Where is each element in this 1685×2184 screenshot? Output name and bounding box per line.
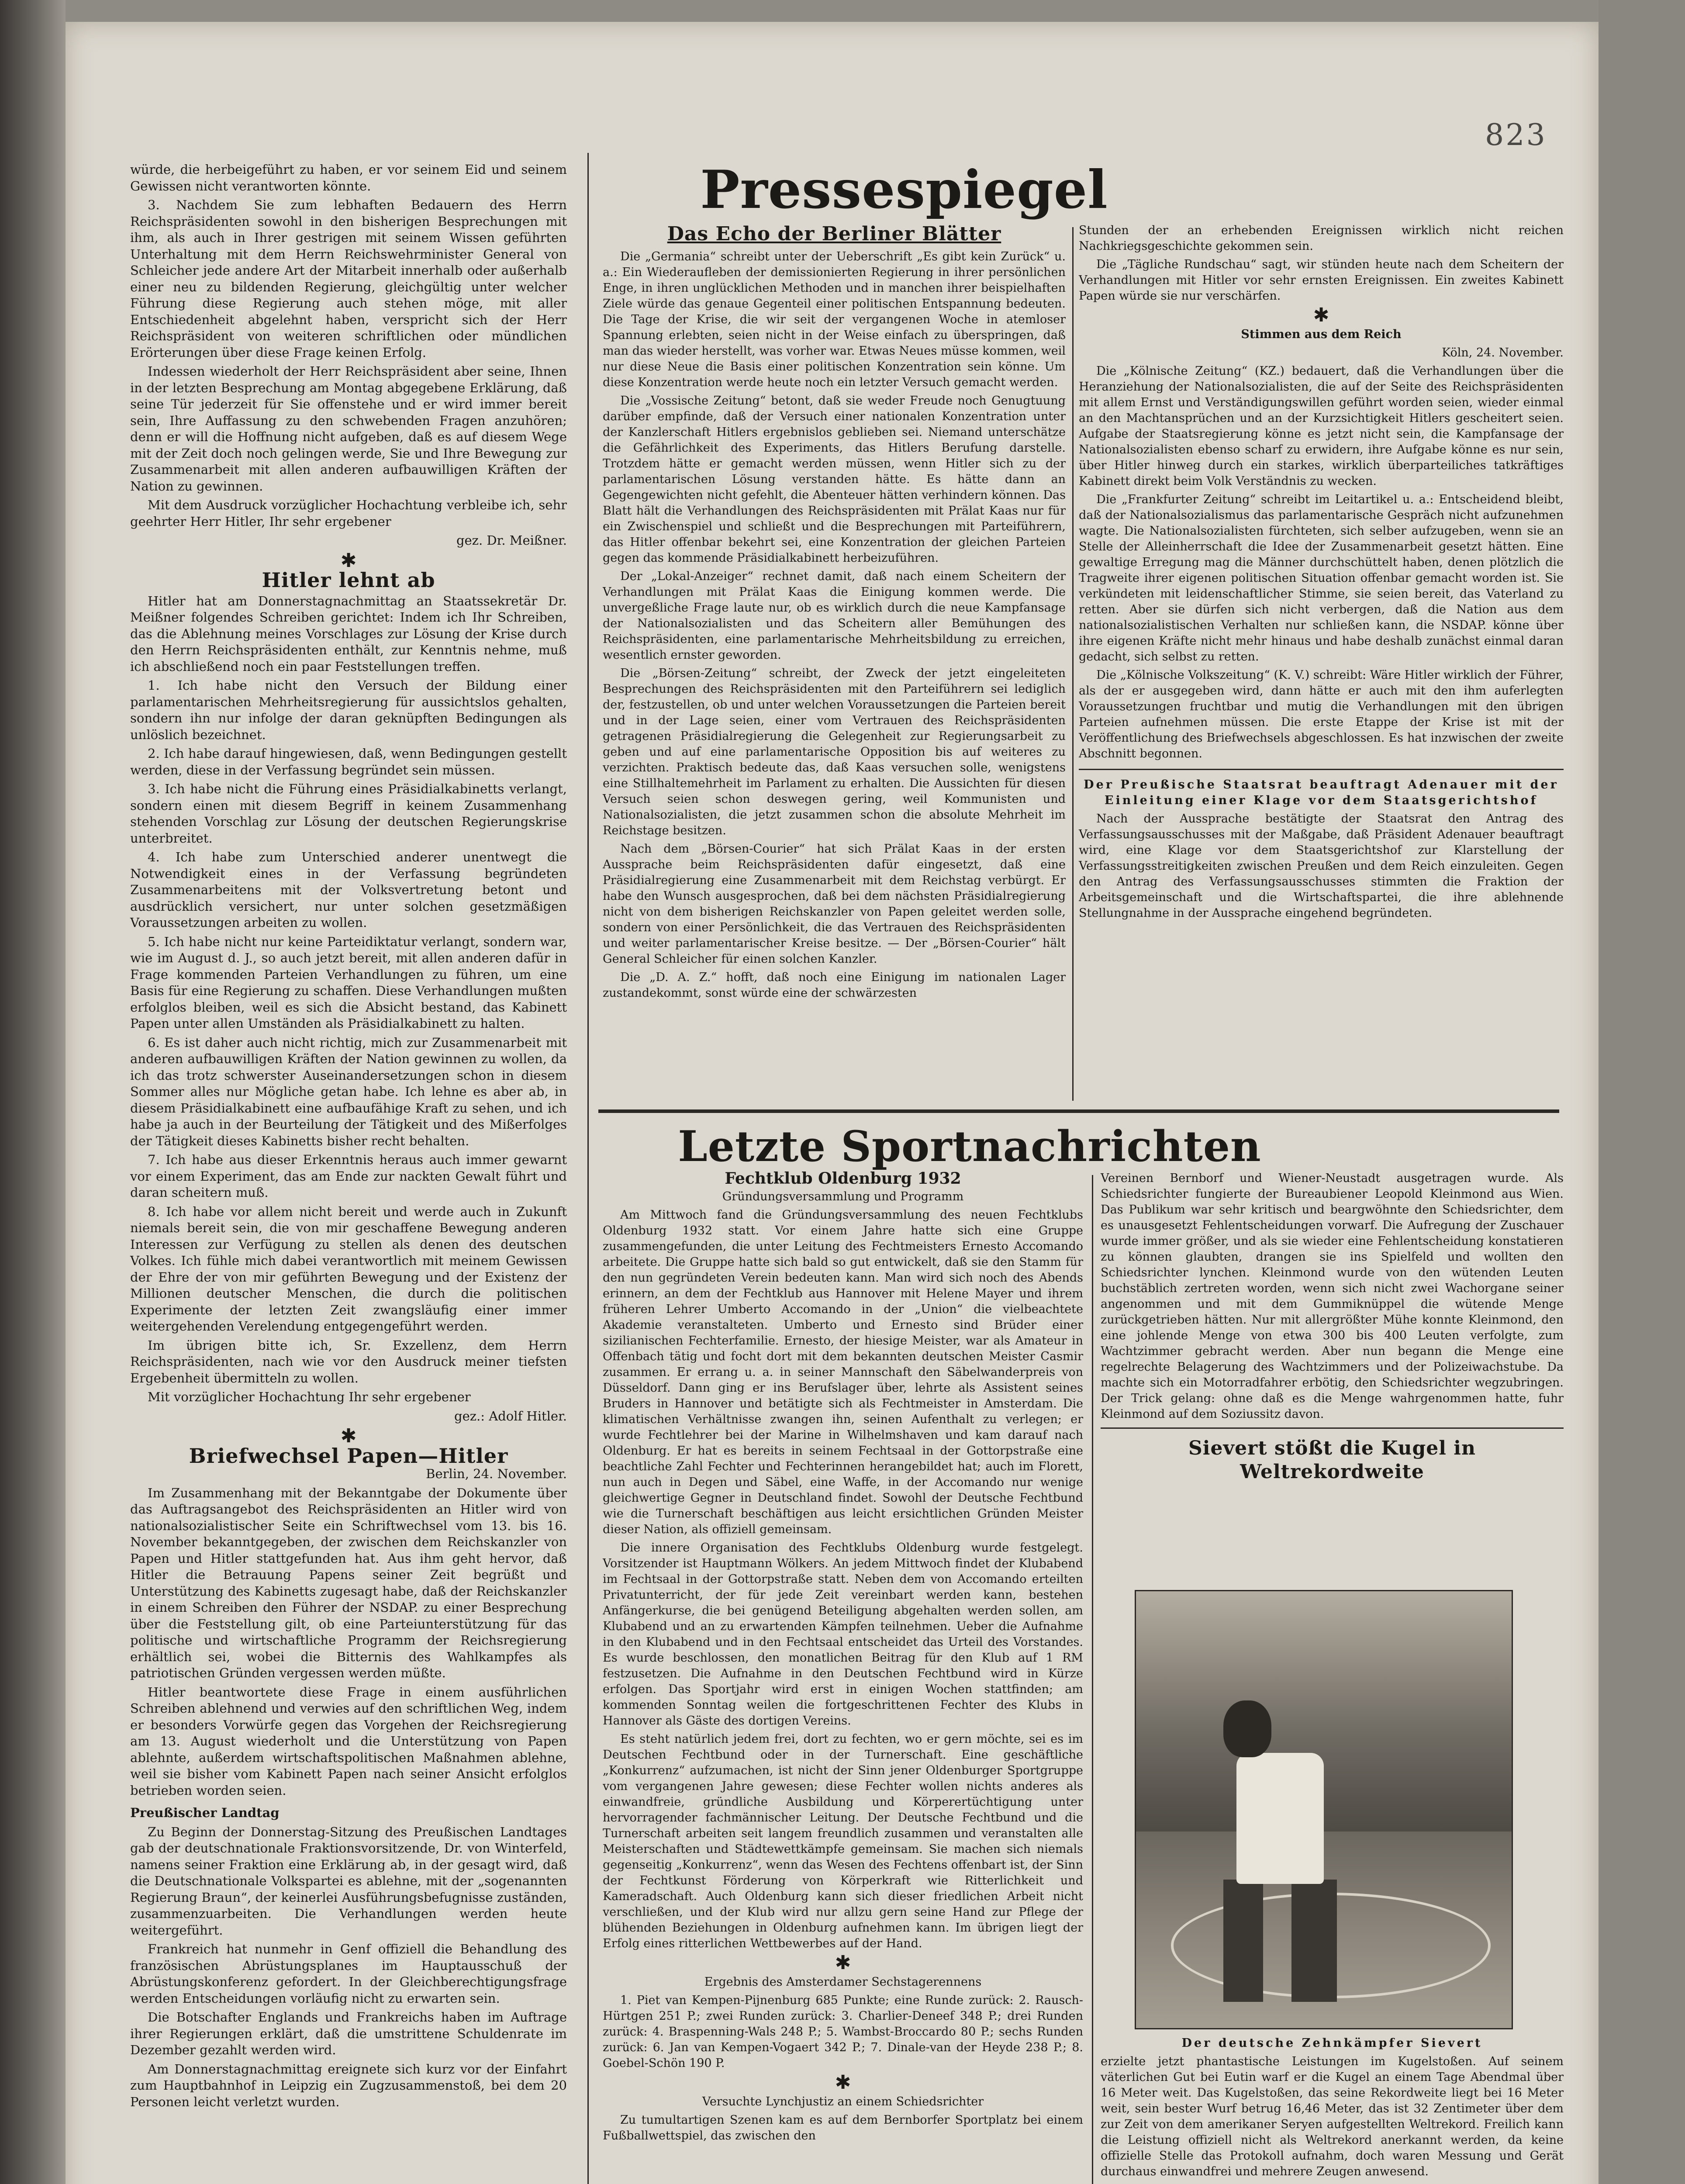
fecht-para-1: Am Mittwoch fand die Gründungsversammlung des neuen Fechtklubs Oldenburg 1932 statt. Vor einem Jahre hatte sich eine Gruppe zusammengefunden, die unter Leitung des Fechtmeisters Ernesto Accomando arbeitete. Die Gruppe hatte sich bald so gut entwickelt, daß sie den Stamm für den nun gegründeten Verein bedeuten kann. Man wird sich noch des Abends erinnern, an dem der Fechtklub aus Hannover mit Helene Mayer und ihrem früheren Lehrer Umberto Accomando in der „Union“ die vielbeachtete Akademie veranstalteten. Umberto und Ernesto sind Brüder einer sizilianischen Fechterfamilie. Ernesto, der hiesige Meister, war als Amateur in Offenbach tätig und focht dort mit dem bekannten deutschen Meister Casmir zusammen. Er errang u. a. in seiner Mannschaft den Säbelwanderpreis von Düsseldorf. Dann ging er ins Berufslager über, lehrte als Assistent seines Bruders in Hannover und betätigte sich als Fechtmeister in Amsterdam. Die klimatischen Verhältnisse zwangen ihn, seinen Aufenthalt zu verlegen; er wurde Fechtlehrer bei der Marine in Wilhelmshaven und kam darauf nach Oldenburg. Er hat es bereits in seinem Fechtsaal in der Gottorpstraße eine beachtliche Zahl Fechter und Fechterinnen herangebildet hat; auch im Florett, nun auch in Degen und Säbel, eine Waffe, in der Accomando nur wenige gleichwertige Gegner in Deutschland findet. Sowohl der Deutsche Fechtbund wie die Turnerschaft beschäftigen aus leicht ersichtlichen Gründen Meister dieser Nation, als offiziell gemeinsam. <box>603 1208 1083 1536</box>
separator-star: ✱ <box>340 549 357 572</box>
hitler-para-7: 6. Es ist daher auch nicht richtig, mich zur Zusammenarbeit mit anderen aufbauwilligen Kräften der Nation gewinnen zu wollen, da ich das trotz schwerster Auseinandersetzungen schon in diesem Sommer alles nur Mögliche getan habe. Ich lehne es aber ab, in diesem Präsidialkabinett eine aufbaufähige Kraft zu sehen, und ich habe ja auch in der Beurteilung der Tätigkeit und des Mißerfolges der Tätigkeit dieses Kabinetts bisher recht behalten. <box>130 1035 567 1148</box>
section-rule-thick <box>598 1109 1559 1113</box>
caption-text: erzielte jetzt phantastische Leistungen im Kugelstoßen. Auf seinem väterlichen Gut bei Eutin warf er die Kugel an einem Tage Abendmal über 16 Meter weit. Das Kugelstoßen, das seine Rekordweite liegt bei 16 Meter weit, sein bester Wurf betrug 16,46 Meter, das ist 32 Zentimeter über dem zur Zeit von dem amerikaner Seryen aufgestellten Weltrekord. Freilich kann die Leistung offiziell nicht als Weltrekord anerkannt werden, da keine offizielle Stelle das Protokoll aufnahm, doch waren Messung und Gerät durchaus einwandfrei und mehrere Zeugen anwesend. <box>1101 2055 1564 2178</box>
photo-background-trees <box>1136 1591 1512 1832</box>
hitler-para-4: 3. Ich habe nicht die Führung eines Präsidialkabinetts verlangt, sondern einen mit diesem Begriff in keinem Zusammenhang stehenden Vorschlag zur Lösung der deutschen Regierungskrise unterbreitet. <box>130 781 567 846</box>
lynch-para: Zu tumultartigen Szenen kam es auf dem Bernborfer Sportplatz bei einem Fußballwettspiel, das zwischen den <box>603 2113 1083 2143</box>
fecht-para-3: Es steht natürlich jedem frei, dort zu fechten, wo er gern möchte, sei es im Deutschen Fechtbund oder in der Turnerschaft. Eine geschäftliche „Konkurrenz“ aufzumachen, ist nicht der Sinn jener Oldenburger Sportgruppe vom vergangenen Jahre gewesen; diese Fechter wollen nichts anderes als einwandfreie, gründliche Ausbildung und Körperertüchtigung unter hervorragender fachmännischer Leitung. Der Deutsche Fechtbund und die Turnerschaft arbeiten seit langem freundlich zusammen und veranstalten alle Meisterschaften und Städtewettkämpfe gemeinsam. Sie machen sich niemals gegenseitig „Konkurrenz“, wenn das Wesen des Fechtens offenbart ist, der Sinn der Fechtkunst Förderung von Körperkraft wie Ritterlichkeit und Kameradschaft. Auch Oldenburg kann sich dieser friedlichen Arbeit nicht verschließen, und der Klub wird nur allzu gern seine Hand zur Pflege der blühenden Beziehungen in Oldenburg aufnehmen kann. Im übrigen liegt der Erfolg eines ritterlichen Wettbewerbes auf der Hand. <box>603 1732 1083 1950</box>
presse-koelnische-zeitung: Die „Kölnische Zeitung“ (KZ.) bedauert, daß die Verhandlungen über die Heranziehung der Nationalsozialisten, die auf der Seite des Reichspräsidenten mit allem Ernst und Verständigungswillen geführt worden seien, wieder einmal an den Machtansprüchen und an der Kurzsichtigkeit Hitlers gescheitert seien. Aufgabe der Staatsregierung könne es jetzt nicht sein, die Kampfansage der Nationalsozialisten ebenso scharf zu erwidern, ihre Aufgabe könne es nur sein, über Hitler hinweg durch ein starkes, wirklich überparteiliches tatkräftiges Kabinett direkt beim Volk Verständnis zu wecken. <box>1079 364 1564 488</box>
separator-star: ✱ <box>835 2071 851 2094</box>
sport-title: Letzte Sportnachrichten <box>678 1122 1261 1171</box>
binding-fold <box>0 0 66 2184</box>
brief-dateline: Berlin, 24. November. <box>426 1466 567 1481</box>
presse-daz: Die „D. A. Z.“ hofft, daß noch eine Einigung im nationalen Lager zustandekommt, sonst würde eine der schwärzesten <box>603 971 1066 1000</box>
sport-column-1 <box>603 1171 1083 2146</box>
adenauer-heading: Der Preußische Staatsrat beauftragt Adenauer mit der Einleitung einer Klage vor dem Staatsgerichtshof <box>1084 778 1559 807</box>
hitler-para-6: 5. Ich habe nicht nur keine Parteidiktatur verlangt, sondern war, wie im August d. J., so auch jetzt bereit, mit allen anderen dafür in Frage kommenden Parteien Verhandlungen zu führen, um eine Basis für eine Regierung zu schaffen. Diese Verhandlungen mußten erfolglos bleiben, weil es sich die Absicht bestand, das Kabinett Papen unter allen Umständen als Präsidialkabinett zu halten. <box>130 934 567 1031</box>
hitler-para-11: Mit vorzüglicher Hochachtung Ihr sehr ergebener <box>148 1389 471 1404</box>
left-column <box>130 162 567 2113</box>
hitler-para-10: Im übrigen bitte ich, Sr. Exzellenz, dem Herrn Reichspräsidenten, nach wie vor den Ausdruck meiner tiefsten Ergebenheit übermitteln zu wollen. <box>130 1337 567 1386</box>
landtag-para-1: Zu Beginn der Donnerstag-Sitzung des Preußischen Landtages gab der deutschnationale Fraktionsvorsitzende, Dr. von Winterfeld, namens seiner Fraktion eine Erklärung ab, in der gesagt wird, daß die Deutschnationale Volkspartei es ablehne, mit der „sogenannten Regierung Braun“, der keinerlei Ausführungsbefugnisse zuständen, zusammenzuarbeiten. Die Verhandlungen werden heute weitergeführt. <box>130 1824 567 1938</box>
sievert-caption <box>1101 2035 1564 2184</box>
pressespiegel-subtitle: Das Echo der Berliner Blätter <box>667 223 1001 245</box>
photo-athlete-head <box>1223 1700 1271 1757</box>
presse-column-1 <box>603 249 1066 1004</box>
hitler-para-9: 8. Ich habe vor allem nicht bereit und werde auch in Zukunft niemals bereit sein, die von mir geschaffene Bewegung anderen Interessen zur Verfügung zu stellen als denen des deutschen Volkes. Ich fühle mich dabei verantwortlich mit meinem Gewissen der Ehre der von mir geführten Bewegung und der Existenz der Millionen deutscher Menschen, die durch die politischen Experimente der letzten Zeit zwangsläufig einer immer weitergehenden Verelendung entgegengeführt werden. <box>130 1204 567 1334</box>
column-divider <box>1072 227 1074 1101</box>
reich-heading: Stimmen aus dem Reich <box>1241 328 1402 341</box>
brief-para-1: Im Zusammenhang mit der Bekanntgabe der Dokumente über das Auftragsangebot des Reichspräsidenten an Hitler wird von nationalsozialistischer Seite ein Schriftwechsel vom 13. bis 16. November bekanntgegeben, der zwischen dem Reichskanzler von Papen und Hitler stattgefunden hat. Aus ihm geht hervor, daß Hitler die Betrauung Papens seiner Zeit begrüßt und Unterstützung des Kabinetts zugesagt habe, daß der Reichskanzler in einem Schreiben den Führer der NSDAP. zu einer Besprechung über die Feststellung gilt, ob eine Parteiunterstützung für das politische und wirtschaftliche Programm der Reichsregierung erhältlich sei, wobei die Bitternis des Wahlkampfes als patriotischen Gründen vergessen werden müßte. <box>130 1485 567 1680</box>
separator-star: ✱ <box>835 1952 851 1974</box>
fecht-heading: Fechtklub Oldenburg 1932 <box>725 1169 961 1188</box>
caption-heading: Der deutsche Zehnkämpfer Sievert <box>1181 2036 1483 2050</box>
presse-boersen-zeitung: Die „Börsen-Zeitung“ schreibt, der Zweck der jetzt eingeleiteten Besprechungen des Reichspräsidenten mit den Parteiführern sei lediglich der, festzustellen, ob und unter welchen Voraussetzungen die Parteien bereit und in der Lage seien, einer vom Vertrauen des Reichspräsidenten getragenen Präsidialregierung die Gelegenheit zur Regierungsarbeit zu geben und auf eine parlamentarische Opposition bis auf weiteres zu verzichten. Praktisch bedeute das, daß Kaas versuchen solle, wenigstens eine Stillhaltemehrheit im Parlament zu erhalten. Die Aussichten für diesen Versuch seien schon deswegen gering, weil Kommunisten und Nationalsozialisten, die jetzt zusammen schon die absolute Mehrheit im Reichstage besitzen. <box>603 667 1066 837</box>
reich-dateline: Köln, 24. November. <box>1442 346 1564 359</box>
brief-para-2: Hitler beantwortete diese Frage in einem ausführlichen Schreiben ablehnend und verwies auf den schriftlichen Weg, indem er besonders Vorwürfe gegen das Vorgehen der Reichsregierung am 13. August wiederholt und die Unterstützung von Papen ablehnte, außerdem wirtschaftspolitischen Maßnahmen ablehne, weil sie bisher vom Kabinett Papen nach seiner Ansicht erfolglos betrieben worden seien. <box>130 1684 567 1798</box>
presse-germania: Die „Germania“ schreibt unter der Ueberschrift „Es gibt kein Zurück“ u. a.: Ein Wiederaufleben der demissionierten Regierung in ihrer persönlichen Enge, in ihren unglücklichen Methoden und in manchen ihrer beispielhaften Ziele würde das genaue Gegenteil einer politischen Entspannung bedeuten. Die Tage der Krise, die wir seit der vergangenen Woche in atemloser Spannung erlebten, seien nicht in der Weise einfach zu überspringen, daß man das wieder herstellt, was vorher war. Etwas Neues müsse kommen, weil nur diese Neue die Basis einer politischen Konzentration sein könne. Um diese Konzentration werde heute noch ein letzter Versuch gemacht werden. <box>603 250 1066 389</box>
hitler-para-3: 2. Ich habe darauf hingewiesen, daß, wenn Bedingungen gestellt werden, diese in der Verfassung begründet sein müssen. <box>130 746 567 778</box>
landtag-para-4: Am Donnerstagnachmittag ereignete sich kurz vor der Einfahrt zum Hauptbahnhof in Leipzig ein Zugzusammenstoß, bei dem 20 Personen leicht verletzt wurden. <box>130 2061 567 2109</box>
intro-para-3: Indessen wiederholt der Herr Reichspräsident aber seine, Ihnen in der letzten Besprechung am Montag abgegebene Erklärung, daß seine Tür jederzeit für Sie offenstehe und er wird immer bereit sein, Ihre Auffassung zu den schwebenden Fragen anzuhören; denn er will die Hoffnung nicht aufgeben, daß es auf diesem Wege mit der Zeit doch noch gelingen werde, Sie und Ihre Bewegung zur Zusammenarbeit mit allen anderen aufbauwilligen Kräften der Nation zu gewinnen. <box>130 364 567 494</box>
presse-vossische: Die „Vossische Zeitung“ betont, daß sie weder Freude noch Genugtuung darüber empfinde, daß der Versuch einer nationalen Konzentration unter der Kanzlerschaft Hitlers ergebnislos geblieben sei. Niemand unterschätze die Gefährlichkeit des Experiments, das Hitlers Berufung darstelle. Trotzdem hätte er gemacht werden müssen, wenn Hitler sich zu der parlamentarischen Lösung verstanden hätte. Es hätte dann an Gegengewichten nicht gefehlt, die Abenteuer hätten verhindern können. Das Blatt hält die Verhandlungen des Reichspräsidenten mit Prälat Kaas nur für ein Zwischenspiel und schließt und die Besprechungen mit Parteiführern, das Hitler offenbar bekehrt sei, eine Konzentration der gleichen Parteien gegen das kommende Präsidialkabinett herbeizuführen. <box>603 394 1066 565</box>
fecht-para-2: Die innere Organisation des Fechtklubs Oldenburg wurde festgelegt. Vorsitzender ist Hauptmann Wölkers. An jedem Mittwoch findet der Klubabend im Fechtsaal in der Gottorpstraße statt. Neben dem von Accomando erteilten Privatunterricht, der für jede Zeit vereinbart werden kann, bestehen Anfängerkurse, die bei genügend Beteiligung abgehalten werden sollen, am Klubabend und an zu erwartenden Kämpfen teilnehmen. Ueber die Aufnahme in den Klubabend und in den Fechtsaal entscheidet das Urteil des Vorstandes. Es wurde beschlossen, den monatlichen Beitrag für den Klub auf 1 RM festzusetzen. Die Aufnahme in den Deutschen Fechtbund wird in Kürze erfolgen. Das Sportjahr wird erst in einigen Wochen stattfinden; am kommenden Sonntag weilen die fortgeschrittenen Fechter des Klubs in Hannover als Gäste des dortigen Vereins. <box>603 1541 1083 1728</box>
presse-taegliche-rundschau: Die „Tägliche Rundschau“ sagt, wir stünden heute nach dem Scheitern der Verhandlungen mit Hitler vor sehr ernsten Ereignissen. Ein zweites Kabinett Papen würde sie nur verschärfen. <box>1079 258 1564 303</box>
amsterdam-results: 1. Piet van Kempen-Pijnenburg 685 Punkte; eine Runde zurück: 2. Rausch-Hürtgen 251 P.; zwei Runden zurück: 3. Charlier-Deneef 348 P.; drei Runden zurück: 4. Braspenning-Wals 248 P.; 5. Wambst-Broccardo 80 P.; sechs Runden zurück: 6. Jan van Kempen-Vogaert 342 P.; 7. Dinale-van der Heyde 238 P.; 8. Goebel-Schön 190 P. <box>603 1994 1083 2070</box>
pressespiegel-title: Pressespiegel <box>700 159 1108 221</box>
presse-column-2 <box>1079 223 1564 924</box>
photo-athlete-legs <box>1223 1880 1337 2002</box>
presse-koelnische-volkszeitung: Die „Kölnische Volkszeitung“ (K. V.) schreibt: Wäre Hitler wirklich der Führer, als der er ausgegeben wird, dann hätte er auch mit den ihm auferlegten Voraussetzungen fruchtbar und mutig die Verhandlungen mit den übrigen Parteien aufnehmen müssen. Die erste Etappe der Krise ist mit der Veröffentlichung des Briefwechsels abgeschlossen. Es hat inzwischen der zweite Abschnitt begonnen. <box>1079 668 1564 760</box>
sport-column-2 <box>1101 1171 1564 1484</box>
landtag-para-2: Frankreich hat nunmehr in Genf offiziell die Behandlung des französischen Abrüstungsplanes im Hauptausschuß der Abrüstungskonferenz gefordert. In der Gleichberechtigungsfrage werden Entscheidungen vorläufig nicht zu erwarten sein. <box>130 1942 567 2006</box>
lynch-heading: Versuchte Lynchjustiz an einem Schiedsrichter <box>702 2095 984 2108</box>
hitler-para-1: Hitler hat am Donnerstagnachmittag an Staatssekretär Dr. Meißner folgendes Schreiben gerichtet: Indem ich Ihr Schreiben, das die Ablehnung meines Vorschlages zur Lösung der Krise durch den Herrn Reichspräsidenten enthält, zur Kenntnis nehme, muß ich abschließend noch ein paar Feststellungen treffen. <box>130 593 567 674</box>
section-rule <box>1101 1427 1564 1429</box>
lynch-cont: Vereinen Bernborf und Wiener-Neustadt ausgetragen wurde. Als Schiedsrichter fungierte der Bureaubiener Leopold Kleinmond aus Wien. Das Publikum war sehr kritisch und beargwöhnte den Schiedsrichter, dem es unausgesetzt Fehlentscheidungen vorwarf. Die Aufregung der Zuschauer wurde immer größer, und als sie wieder eine Fehlentscheidung konstatieren zu können glaubten, drangen sie ins Spielfeld und wollten den Schiedsrichter lynchen. Kleinmond wurde von den wütenden Leuten buchstäblich zertreten worden, wenn sich nicht zwei Wachorgane seiner angenommen und mit dem Gummiknüppel die wütende Menge zurückgetrieben hätten. Nur mit allergrößter Mühe konnte Kleinmond, den eine johlende Menge von etwa 300 bis 400 Leuten verfolgte, zum Wachtzimmer gebracht werden. Aber nun begann die Menge eine regelrechte Belagerung des Wachtzimmers und der Polizeiwachstube. Da machte sich ein Motorradfahrer erbötig, den Schiedsrichter wegzubringen. Der Trick gelang: ohne daß es die Menge wahrgenommen hatte, fuhr Kleinmond auf dem Soziussitz davon. <box>1101 1171 1564 1421</box>
fecht-subheading: Gründungsversammlung und Programm <box>722 1190 964 1203</box>
presse-boersen-courier: Nach dem „Börsen-Courier“ hat sich Prälat Kaas in der ersten Aussprache beim Reichspräsidenten dafür eingesetzt, daß eine Präsidialregierung eine Zusammenarbeit mit dem Reichstag verbürgt. Er habe den Wunsch ausgesprochen, daß bei dem nächsten Präsidialregierung nicht von dem bisherigen Reichskanzler von Papen geleitet werden solle, sondern von einer Persönlichkeit, die das Vertrauen des Reichspräsidenten und weiter parlamentarischer Kreise besitze. — Der „Börsen-Courier“ hält General Schleicher für einen solchen Kanzler. <box>603 842 1066 966</box>
sievert-heading: Sievert stößt die Kugel in Weltrekordweite <box>1188 1437 1476 1483</box>
separator-star: ✱ <box>1313 304 1329 326</box>
page-number: 823 <box>1485 118 1547 152</box>
brief-heading: Briefwechsel Papen—Hitler <box>189 1444 508 1468</box>
amsterdam-heading: Ergebnis des Amsterdamer Sechstagerennens <box>704 1975 982 1989</box>
intro-para-2: 3. Nachdem Sie zum lebhaften Bedauern des Herrn Reichspräsidenten sowohl in den bisherigen Besprechungen mit ihm, als auch in Ihrer gestrigen mit seinem Wissen geführten Unterhaltung mit dem Herrn Reichswehrminister General von Schleicher jede andere Art der Mitarbeit innerhalb oder außerhalb einer neu zu bildenden Regierung, gleichgültig unter welcher Führung diese Regierung auch stehen möge, mit aller Entschiedenheit abgelehnt haben, verspricht sich der Herr Reichspräsident von weiteren schriftlichen oder mündlichen Erörterungen über diese Frage keinen Erfolg. <box>130 197 567 360</box>
landtag-para-3: Die Botschafter Englands und Frankreichs haben im Auftrage ihrer Regierungen erklärt, daß die umstrittene Schuldenrate im Dezember gezahlt werden wird. <box>130 2010 567 2057</box>
separator-star: ✱ <box>340 1425 357 1447</box>
column-divider <box>1092 1175 1093 2184</box>
hitler-heading: Hitler lehnt ab <box>262 568 435 592</box>
hitler-signature: gez.: Adolf Hitler. <box>454 1408 567 1424</box>
hitler-para-2: 1. Ich habe nicht den Versuch der Bildung einer parlamentarischen Mehrheitsregierung für aussichtslos gehalten, sondern ihn nur infolge der daran geknüpften Bedingungen als unlöslich bezeichnet. <box>130 678 567 742</box>
intro-signature: gez. Dr. Meißner. <box>456 533 567 548</box>
photo-athlete-body <box>1236 1753 1324 1884</box>
presse-lokal-anzeiger: Der „Lokal-Anzeiger“ rechnet damit, daß nach einem Scheitern der Verhandlungen mit Prälat Kaas die Einigung kommen werde. Die unvergeßliche Frage laute nur, ob es wirklich durch die neue Kampfansage der Nationalsozialisten und das Scheitern aller Bemühungen des Reichspräsidenten, eine parlamentarische Mehrheitsbildung zu erreichen, wesentlich ernster geworden. <box>603 570 1066 662</box>
presse-frankfurter-zeitung: Die „Frankfurter Zeitung“ schreibt im Leitartikel u. a.: Entscheidend bleibt, daß der Nationalsozialismus das parlamentarische Gespräch nicht aufzunehmen wagte. Die Nationalsozialisten fürchteten, sich selber aufzugeben, wenn sie an Stelle der Alleinherrschaft die Idee der Zusammenarbeit gesetzt hätten. Eine gewaltige Erregung mag die Männer durchschüttelt haben, denen plötzlich die Tragweite ihrer eigenen politischen Situation offenbar gemacht worden ist. Sie verkündeten mit leidenschaftlicher Stimme, sie seien bereit, das Vaterland zu retten. Aber sie dürfen sich nicht verbergen, daß die Nation aus dem nationalsozialistischen Verhalten nur schließen kann, die NSDAP. könne über ihre eigenen Kräfte nicht mehr hinaus und habe deshalb zunächst einmal daran gedacht, sich selbst zu retten. <box>1079 493 1564 663</box>
hitler-para-5: 4. Ich habe zum Unterschied anderer unentwegt die Notwendigkeit eines in der Verfassung begründeten Zusammenarbeitens mit der Volksvertretung betont und ausdrücklich versichert, nur unter solchen gesetzmäßigen Voraussetzungen arbeiten zu wollen. <box>130 850 567 930</box>
intro-para-1: würde, die herbeigeführt zu haben, er vor seinem Eid und seinem Gewissen nicht verantworten könnte. <box>130 162 567 194</box>
hitler-para-8: 7. Ich habe aus dieser Erkenntnis heraus auch immer gewarnt vor einem Experiment, das am Ende zur nackten Gewalt führt und daran scheitern muß. <box>130 1152 567 1200</box>
column-divider <box>587 153 589 2184</box>
sievert-photo <box>1135 1590 1513 2029</box>
landtag-heading: Preußischer Landtag <box>130 1805 280 1820</box>
section-rule <box>1079 769 1564 770</box>
adenauer-para: Nach der Aussprache bestätigte der Staatsrat den Antrag des Verfassungsausschusses mit der Maßgabe, daß Präsident Adenauer beauftragt wird, eine Klage vor dem Staatsgerichtshof zur Klarstellung der Verfassungsstreitigkeiten zwischen Preußen und dem Reich einzuleiten. Gegen den Antrag des Verfassungsausschusses stimmten die Fraktion der Arbeitsgemeinschaft und die Wirtschaftspartei, die ihre ablehnende Stellungnahme in der Aussprache eingehend begründeten. <box>1079 812 1564 920</box>
presse-daz-cont: Stunden der an erhebenden Ereignissen wirklich nicht reichen Nachkriegsgeschichte gekommen sein. <box>1079 224 1564 253</box>
intro-para-4: Mit dem Ausdruck vorzüglicher Hochachtung verbleibe ich, sehr geehrter Herr Hitler, Ihr sehr ergebener <box>130 498 567 529</box>
scan-background <box>1599 0 1685 2184</box>
